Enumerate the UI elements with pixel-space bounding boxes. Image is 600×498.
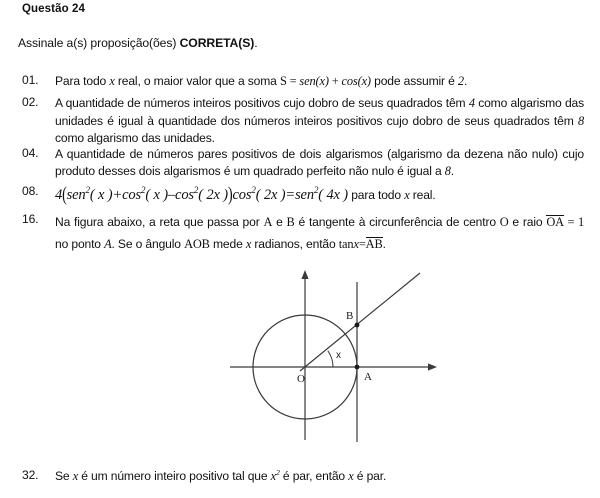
item-text: é tangente à circunferência de centro: [294, 215, 500, 229]
proposition-item-08: [18, 184, 584, 206]
item-number: 02.: [22, 95, 39, 109]
point-B-dot: [355, 323, 360, 328]
item-text: .: [450, 164, 455, 179]
point-A-dot: [355, 365, 360, 370]
math-variable-x: x: [270, 469, 277, 484]
math-variable-x: x: [348, 469, 354, 484]
item-text: pode assumir é: [370, 74, 458, 88]
math-value-8: 8: [444, 164, 451, 179]
math-symbol-S: S: [279, 74, 287, 88]
math-expression-08: [55, 184, 348, 207]
item-text: como algarismo das unidades é igual à quantidade dos números inteiros positivos cujo dobro de seus quadrados têm: [55, 96, 584, 128]
instruction-suffix: .: [254, 36, 258, 50]
angle-arc-x: [328, 351, 333, 367]
y-axis-arrow-icon: [301, 270, 308, 279]
item-number: 16.: [22, 212, 39, 226]
page-title: Questão 24: [22, 3, 85, 15]
math-exponent: 2: [276, 468, 280, 477]
geometry-diagram-svg: [230, 262, 460, 442]
item-body: [55, 95, 584, 147]
math-variable-x: x: [72, 469, 79, 484]
math-x-squared: [271, 469, 280, 483]
item-text: real, o maior valor que a soma: [114, 74, 280, 88]
math-segment-OA: OA: [546, 215, 564, 229]
label-A: A: [364, 371, 372, 383]
item-text: para todo: [348, 187, 405, 202]
proposition-item-16: [18, 212, 584, 255]
item-number: 08.: [22, 184, 39, 198]
math-close-paren: ): [227, 184, 233, 207]
math-value-4: 4: [468, 96, 475, 110]
math-variable-x: x: [109, 74, 115, 88]
math-plus: +: [112, 186, 123, 203]
item-body: [55, 73, 584, 91]
proposition-item-32: [18, 468, 584, 486]
item-text: Na figura abaixo, a reta que passa por: [55, 215, 264, 229]
proposition-item-02: [18, 95, 584, 147]
label-O: O: [297, 373, 305, 385]
item-text: .: [382, 236, 386, 251]
label-B: B: [346, 310, 354, 322]
math-exponent: 2: [251, 185, 256, 195]
item-body: [55, 184, 584, 206]
math-point-A: A: [104, 236, 112, 251]
item-text: e raio: [508, 215, 547, 229]
math-variable-x: x: [353, 236, 359, 251]
item-text: real.: [409, 187, 436, 202]
math-sen: sen: [66, 186, 86, 203]
item-text: .: [463, 74, 468, 88]
math-tan: tan: [338, 236, 354, 251]
proposition-item-04: [18, 146, 584, 181]
math-equals: =: [286, 74, 300, 88]
math-exponent: 2: [140, 185, 146, 195]
proposition-item-01: [18, 73, 584, 91]
math-sen-x: sen(x): [299, 74, 329, 88]
item-body: [55, 212, 584, 255]
math-point-O: O: [499, 215, 509, 229]
math-point-A: A: [263, 215, 273, 229]
math-angle-AOB: AOB: [184, 236, 210, 251]
item-number: 01.: [22, 73, 39, 87]
math-segment-AB: AB: [365, 236, 383, 251]
math-arg-4x: ( 4x ): [318, 186, 348, 203]
math-cos: cos: [232, 186, 252, 203]
math-exponent: 2: [85, 185, 90, 195]
item-text: Se: [55, 469, 73, 484]
item-number: 32.: [22, 468, 39, 482]
math-cos-x: cos(x): [341, 74, 371, 88]
math-exponent: 2: [193, 185, 199, 195]
instruction-prefix: Assinale a(s) proposição(ões): [18, 36, 180, 50]
item-text: é um número inteiro positivo tal que: [78, 469, 271, 484]
math-value-2: 2: [457, 74, 464, 88]
item-text: e: [272, 215, 287, 229]
label-angle-x: x: [336, 350, 341, 361]
item-text: é par.: [353, 469, 387, 484]
instruction-line: [18, 36, 258, 50]
math-open-paren: (: [62, 184, 67, 207]
math-arg-2x: ( 2x ): [255, 186, 286, 203]
math-arg-2x: ( 2x ): [198, 186, 228, 203]
math-coefficient: 4: [55, 186, 63, 203]
item-text: A quantidade de números pares positivos de dois algarismos (algarismo da dezena não nulo) cujo produto desses dois algarismos é um quadrado perfeito não nulo é igual a: [55, 147, 584, 179]
instruction-bold: CORRETA(S): [179, 36, 255, 50]
math-value-1: 1: [577, 215, 585, 229]
math-equals: =: [285, 186, 296, 203]
item-text: A quantidade de números inteiros positivos cujo dobro de seus quadrados têm: [55, 96, 469, 110]
math-sen: sen: [295, 186, 314, 203]
math-point-B: B: [286, 215, 295, 229]
item-text: radianos, então: [251, 236, 339, 251]
item-text: Para todo: [55, 74, 110, 88]
math-cos: cos: [122, 186, 141, 203]
math-exponent: 2: [313, 185, 319, 195]
math-minus: –: [167, 186, 176, 203]
item-text: . Se o ângulo: [111, 236, 185, 251]
item-body: [55, 146, 584, 181]
math-equals: =: [358, 236, 366, 251]
math-arg-x: ( x ): [145, 186, 168, 203]
math-cos: cos: [175, 186, 194, 203]
math-equals: =: [563, 215, 578, 229]
line-OB: [300, 273, 420, 371]
math-arg-x: ( x ): [89, 186, 113, 203]
math-plus: +: [328, 74, 342, 88]
x-axis-arrow-icon: [428, 363, 437, 370]
item-text: no ponto: [55, 236, 105, 251]
math-variable-x: x: [404, 187, 410, 202]
item-number: 04.: [22, 146, 39, 160]
item-body: [55, 468, 584, 486]
item-text: como algarismo das unidades.: [55, 131, 215, 146]
math-value-8: 8: [577, 113, 584, 128]
item-text: mede: [209, 236, 246, 251]
item-text: é par, então: [279, 469, 349, 484]
geometry-figure: [230, 262, 460, 442]
math-variable-x: x: [245, 236, 252, 251]
